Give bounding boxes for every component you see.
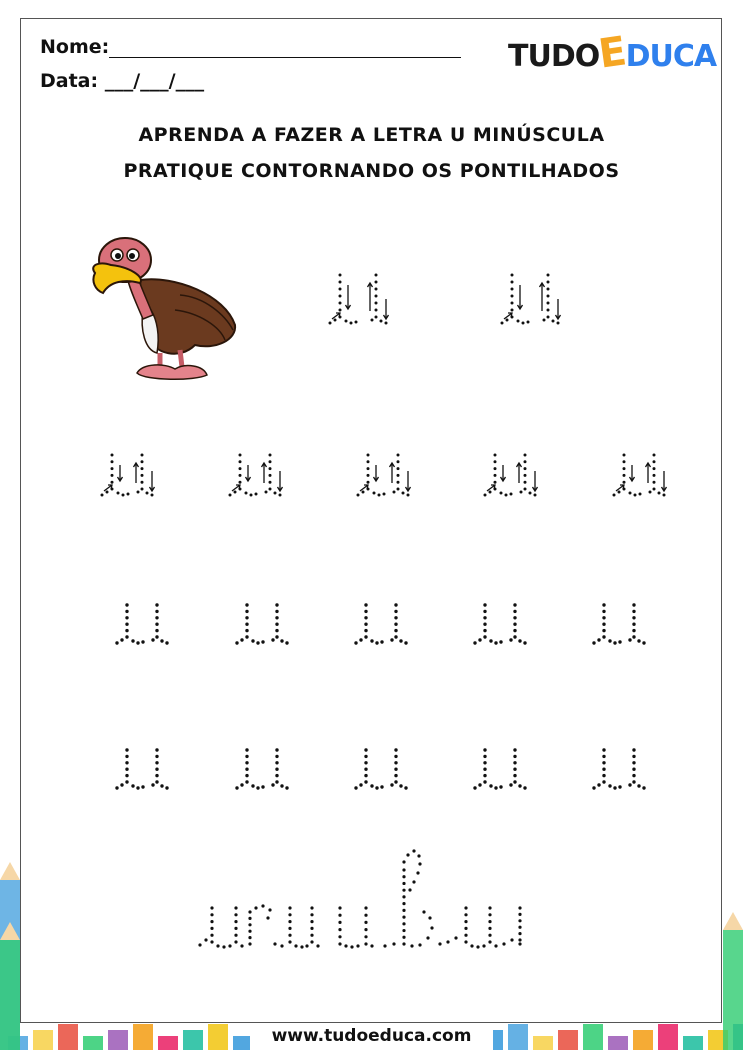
logo-part1: TUDO (508, 39, 600, 74)
letter-u-example (329, 274, 388, 325)
date-label: Data: (40, 70, 99, 92)
letter-u-example (101, 454, 154, 497)
footer-url[interactable]: www.tudoeduca.com (271, 1026, 472, 1046)
letter-u-trace[interactable] (473, 748, 526, 789)
letter-u-trace[interactable] (115, 603, 168, 644)
name-label: Nome: (40, 36, 110, 58)
date-blank: ___/___/___ (104, 70, 205, 92)
letter-u-trace[interactable] (354, 603, 407, 644)
letter-u-trace[interactable] (115, 748, 168, 789)
letter-u-trace[interactable] (592, 748, 645, 789)
logo-part2: DUCA (625, 39, 717, 74)
pencil-border (0, 862, 743, 1050)
letter-u-example (357, 454, 410, 497)
letter-u-trace[interactable] (235, 748, 288, 789)
instruction-line-1: APRENDA A FAZER A LETRA U MINÚSCULA (138, 124, 605, 146)
letter-u-trace[interactable] (592, 603, 645, 644)
letter-u-example (484, 454, 537, 497)
letter-u-example (229, 454, 282, 497)
instruction-line-2: PRATIQUE CONTORNANDO OS PONTILHADOS (123, 160, 620, 182)
letter-u-example (613, 454, 666, 497)
letter-u-trace[interactable] (235, 603, 288, 644)
logo-e: E (596, 28, 629, 78)
vulture-icon (93, 238, 235, 379)
word-trace (198, 849, 521, 948)
letter-u-trace[interactable] (473, 603, 526, 644)
letter-u-example (501, 274, 560, 325)
letter-u-trace[interactable] (354, 748, 407, 789)
